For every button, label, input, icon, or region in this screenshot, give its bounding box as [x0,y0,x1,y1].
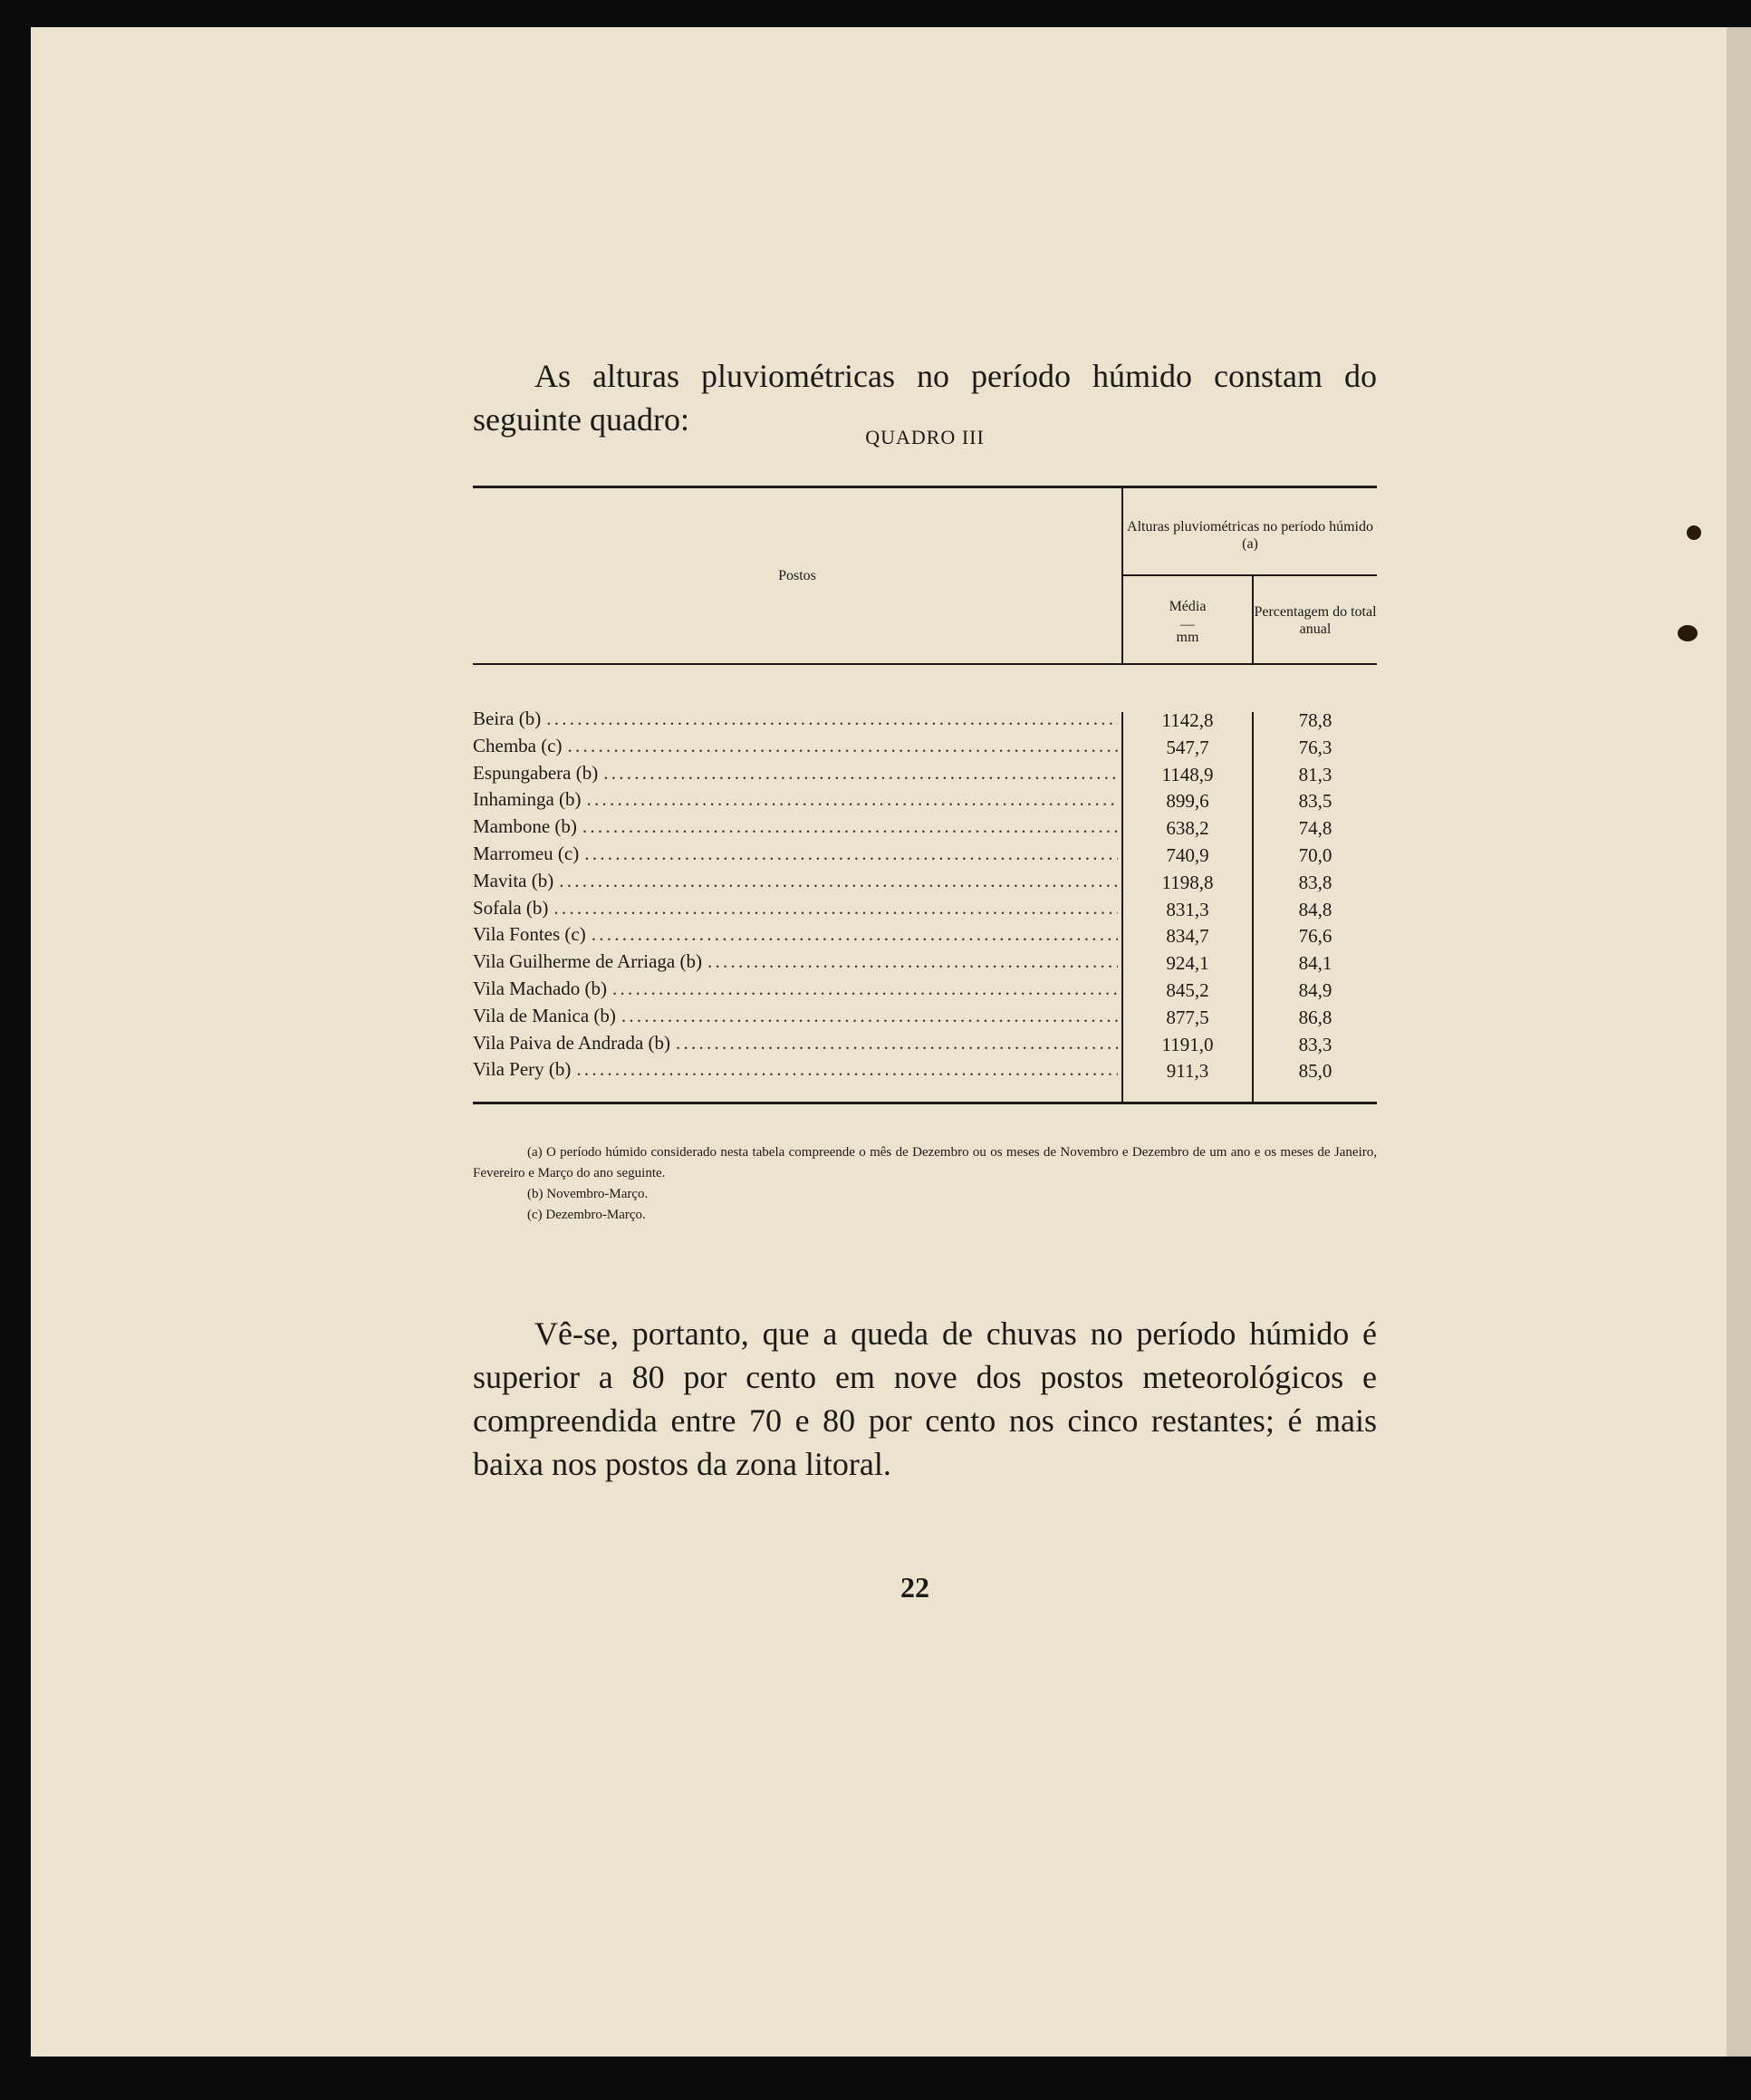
percentagem-value: 70,0 [1298,843,1332,866]
footnotes [473,1142,1377,1226]
posto-name: Inhaminga (b) [473,788,582,811]
media-value: 924,1 [1166,952,1209,975]
percentagem-value: 83,5 [1298,790,1332,813]
media-value: 845,2 [1166,978,1209,1001]
table-title: QUADRO III [865,426,985,448]
media-value: 1148,9 [1161,763,1214,785]
media-value: 1142,8 [1161,709,1214,731]
posto-name: Chemba (c) [473,734,563,756]
posto-name: Vila Paiva de Andrada (b) [473,1031,670,1054]
posto-name: Marromeu (c) [473,842,580,864]
table-bottom-rule [473,1102,1377,1104]
table-row [473,787,1377,814]
posto-name: Beira (b) [473,708,542,729]
table-body [473,707,1377,1084]
page-edge [1727,27,1751,2057]
table-row [473,977,1377,1004]
header-percentagem: Percentagem do total anual [1254,604,1377,637]
percentagem-value: 83,8 [1298,871,1332,893]
percentagem-value: 76,6 [1298,925,1332,948]
table-top-rule [473,486,1377,488]
binding-hole [1687,525,1701,540]
media-value: 740,9 [1166,843,1209,866]
media-value: 911,3 [1166,1060,1209,1083]
header-alturas: Alturas pluviométricas no período húmido (a) [1127,519,1373,552]
media-value: 1191,0 [1161,1033,1214,1055]
table-row [473,1004,1377,1031]
media-value: 877,5 [1166,1006,1209,1028]
percentagem-value: 78,8 [1298,709,1332,731]
percentagem-value: 74,8 [1298,817,1332,840]
table-row [473,949,1377,977]
percentagem-value: 83,3 [1298,1033,1332,1055]
header-bottom-rule [473,663,1377,665]
table-row [473,814,1377,842]
percentagem-value: 84,1 [1298,952,1332,975]
footnote-b: (b) Novembro-Março. [527,1187,649,1201]
header-media: Média [1169,599,1207,614]
posto-name: Mavita (b) [473,869,554,891]
media-value: 899,6 [1166,790,1209,813]
percentagem-value: 76,3 [1298,736,1332,758]
header-media-dash: — [1180,617,1195,632]
table-row [473,1057,1377,1084]
percentagem-value: 86,8 [1298,1006,1332,1028]
posto-name: Sofala (b) [473,896,549,919]
page-number: 22 [900,1571,929,1604]
footnote-a: (a) O período húmido considerado nesta tabela compreende o mês de Dezembro ou os meses de Novembro e Dezembro de um ano e os meses de Janeiro, Fevereiro e Março do ano seguinte. [473,1145,1377,1180]
posto-name: Vila Pery (b) [473,1058,572,1081]
binding-hole [1678,625,1698,641]
table-row [473,922,1377,949]
posto-name: Mambone (b) [473,815,577,838]
percentagem-value: 84,9 [1298,978,1332,1001]
media-value: 638,2 [1166,817,1209,840]
header-postos: Postos [778,568,816,583]
footnote-c: (c) Dezembro-Março. [527,1208,646,1222]
posto-name: Espungabera (b) [473,761,599,784]
posto-name: Vila Guilherme de Arriaga (b) [473,950,702,973]
header-media-unit: mm [1176,630,1199,645]
percentagem-value: 84,8 [1298,898,1332,920]
table-row [473,761,1377,788]
posto-name: Vila Machado (b) [473,977,608,999]
intro-paragraph: As alturas pluviométricas no período húmido constam do seguinte quadro: [473,358,1377,438]
percentagem-value: 81,3 [1298,763,1332,785]
media-value: 547,7 [1166,736,1209,758]
table-row [473,896,1377,923]
table-row [473,869,1377,896]
table-row [473,842,1377,869]
table-row [473,707,1377,734]
group-rule [1123,574,1377,576]
media-value: 834,7 [1166,925,1209,948]
conclusion-paragraph: Vê-se, portanto, que a queda de chuvas no período húmido é superior a 80 por cento em nove dos postos meteorológicos e compreendida entre 70 e 80 por cento nos cinco restantes; é mais baixa nos postos da zona litoral. [473,1315,1377,1482]
posto-name: Vila de Manica (b) [473,1004,616,1026]
posto-name: Vila Fontes (c) [473,923,586,946]
table-row [473,734,1377,761]
media-value: 831,3 [1166,898,1209,920]
media-value: 1198,8 [1161,871,1214,893]
percentagem-value: 85,0 [1298,1060,1332,1083]
table-row [473,1031,1377,1058]
